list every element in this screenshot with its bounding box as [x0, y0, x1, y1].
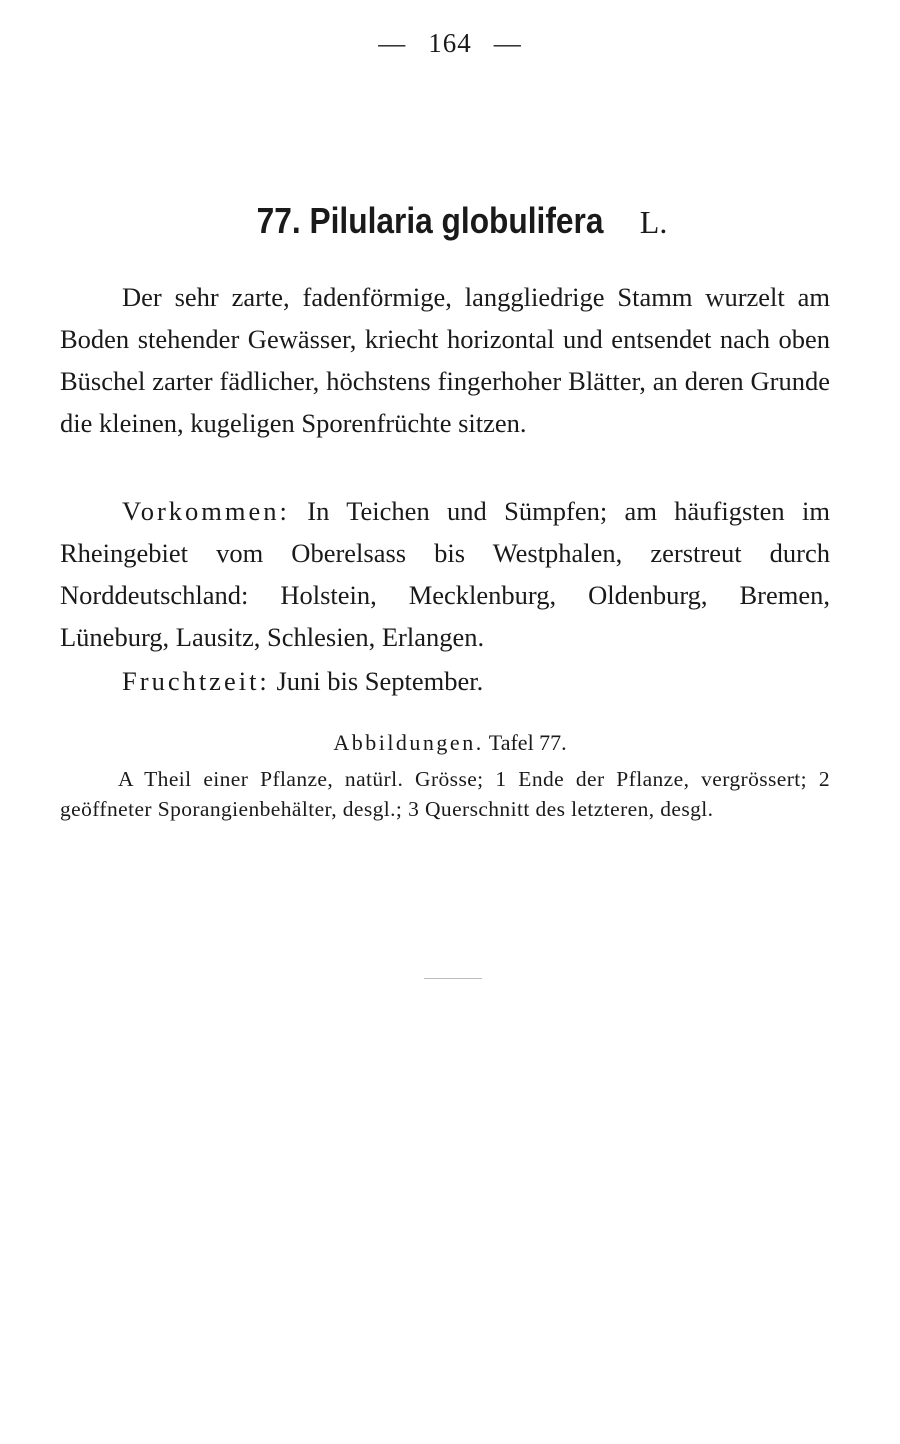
figures-caption: [60, 764, 830, 824]
species-title: [0, 200, 900, 242]
page-number: 164: [428, 28, 472, 58]
fruiting-text: Juni bis September.: [269, 666, 484, 696]
description-text: Der sehr zarte, fadenförmige, langgliedrige Stamm wurzelt am Boden stehender Gewässer, kriecht horizontal und entsendet nach oben Büschel zarter fädlicher, höchstens fingerhoher Blätter, an deren Grunde die kleinen, kugeligen Sporenfrüchte sitzen.: [60, 282, 830, 438]
species-name: 77. Pilularia globulifera: [256, 200, 604, 241]
fruiting-label: Fruchtzeit:: [122, 666, 270, 696]
figures-heading: [0, 730, 900, 756]
species-author: L.: [639, 204, 668, 240]
figures-heading-label: Abbildungen.: [333, 730, 484, 755]
section-divider: [424, 978, 482, 979]
description-paragraph: [60, 276, 830, 444]
occurrence-text: In Teichen und Sümpfen; am häufigsten im Rheingebiet vom Oberelsass bis Westphalen, zerstreut durch Norddeutschland: Holstein, Mecklenburg, Oldenburg, Bremen, Lüneburg, Lausitz, Schlesien, Erlangen.: [60, 496, 830, 652]
fruiting-paragraph: [60, 660, 830, 702]
page-number-dash-right: —: [493, 28, 522, 58]
occurrence-paragraph: [60, 490, 830, 658]
page-number-dash-left: —: [378, 28, 407, 58]
figures-heading-plate: Tafel 77.: [483, 730, 567, 755]
occurrence-label: Vorkommen:: [122, 496, 290, 526]
figures-caption-text: A Theil einer Pflanze, natürl. Grösse; 1 Ende der Pflanze, vergrössert; 2 geöffneter Sporangienbehälter, desgl.; 3 Querschnitt des letzteren, desgl.: [60, 767, 830, 821]
fruiting-text-block: [60, 660, 830, 702]
occurrence-text-block: [60, 490, 830, 658]
page-number-line: [0, 28, 900, 59]
